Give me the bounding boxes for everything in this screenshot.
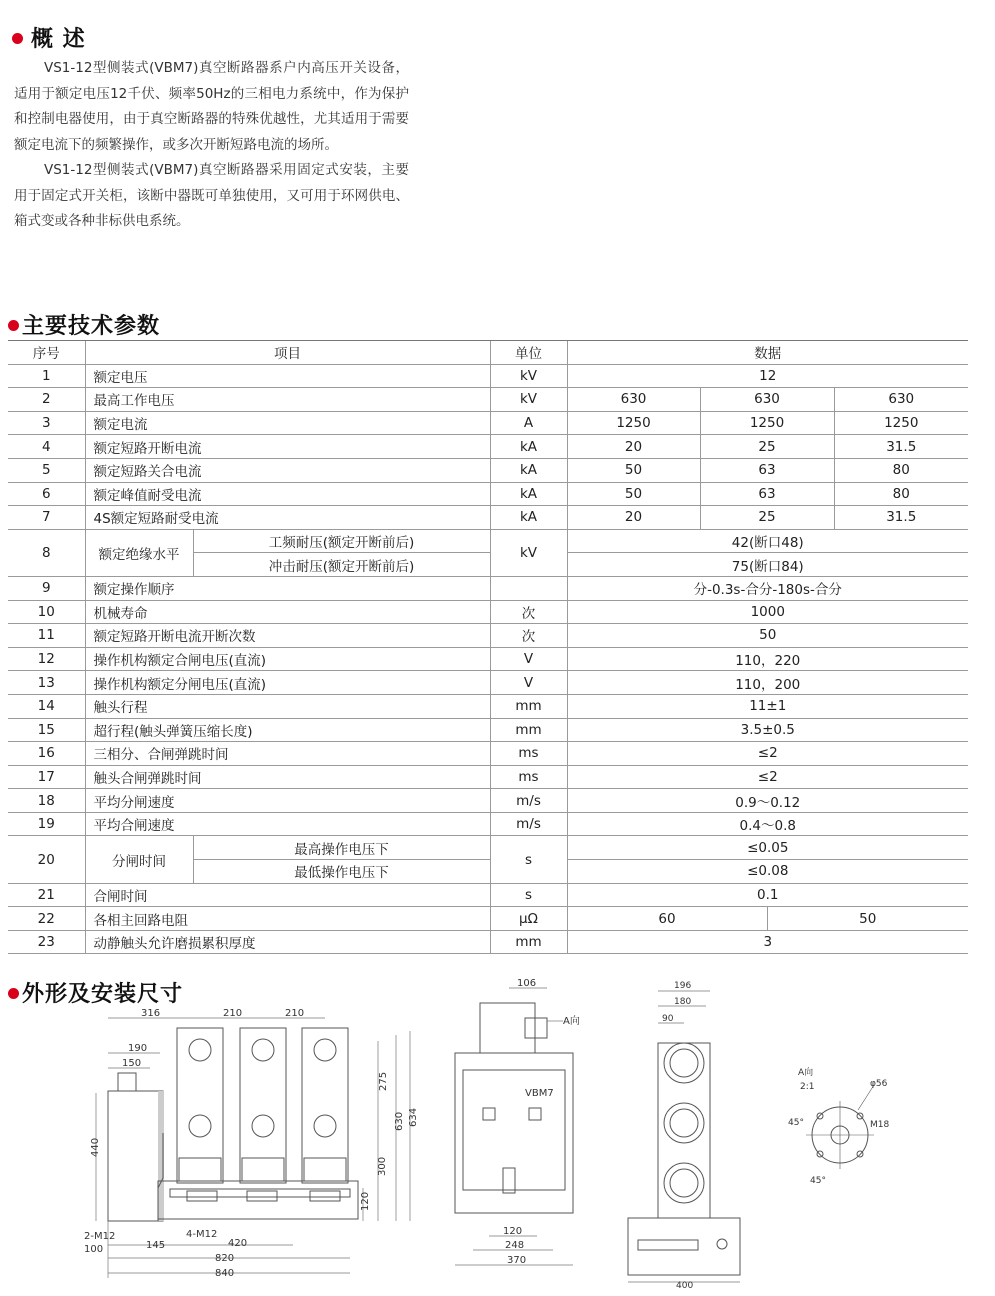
cell-item: 超行程(触头弹簧压缩长度) — [85, 718, 490, 742]
side-view-drawing — [445, 978, 585, 1278]
cell-unit: kV — [490, 364, 567, 388]
cell-value: 63 — [700, 458, 834, 482]
dim-2m12: 2-M12 — [84, 1231, 116, 1242]
cell-value: ≤0.08 — [567, 860, 968, 884]
cell-value: 50 — [767, 907, 968, 931]
dim-420: 420 — [228, 1238, 248, 1249]
dim-634: 634 — [408, 1107, 419, 1127]
cell-unit: ms — [490, 765, 567, 789]
cell-no: 12 — [8, 647, 85, 671]
dim-190: 190 — [128, 1043, 148, 1054]
cell-no: 5 — [8, 458, 85, 482]
cell-unit: m/s — [490, 789, 567, 813]
dim-106: 106 — [517, 978, 537, 989]
dim-440: 440 — [90, 1137, 101, 1157]
cell-item: 额定电压 — [85, 364, 490, 388]
cell-value: 63 — [700, 482, 834, 506]
cell-unit: A — [490, 411, 567, 435]
angle-1: 45° — [788, 1118, 804, 1128]
table-row — [8, 458, 968, 482]
cell-value: 80 — [834, 482, 968, 506]
cell-item: 额定短路关合电流 — [85, 458, 490, 482]
cell-value: 630 — [700, 388, 834, 412]
dim-100: 100 — [84, 1244, 104, 1255]
header-unit: 单位 — [490, 341, 567, 365]
cell-no: 4 — [8, 435, 85, 459]
cell-unit: kV — [490, 388, 567, 412]
cell-item: 4S额定短路耐受电流 — [85, 506, 490, 530]
cell-item: 额定短路开断电流 — [85, 435, 490, 459]
cell-value: 0.4～0.8 — [567, 812, 968, 836]
cell-no: 10 — [8, 600, 85, 624]
table-row — [8, 812, 968, 836]
cell-value: 630 — [567, 388, 700, 412]
cell-sub-item: 最高操作电压下 — [193, 836, 490, 860]
cell-value: 75(断口84) — [567, 553, 968, 577]
cell-no: 17 — [8, 765, 85, 789]
cell-item: 额定短路开断电流开断次数 — [85, 624, 490, 648]
dim-210b: 210 — [285, 1008, 305, 1019]
dim-120: 120 — [360, 1191, 371, 1211]
brand-label: VBM7 — [525, 1088, 554, 1099]
table-row — [8, 624, 968, 648]
table-row — [8, 694, 968, 718]
dim-196: 196 — [674, 981, 692, 991]
cell-value: 110，220 — [567, 647, 968, 671]
bullet-dot-icon — [8, 988, 19, 999]
cell-no: 7 — [8, 506, 85, 530]
table-row — [8, 718, 968, 742]
header-no: 序号 — [8, 341, 85, 365]
dim-630: 630 — [394, 1111, 405, 1131]
cell-item: 额定操作顺序 — [85, 576, 490, 600]
cell-value: 20 — [567, 506, 700, 530]
cell-unit: μΩ — [490, 907, 567, 931]
cell-value: 25 — [700, 506, 834, 530]
cell-item: 合闸时间 — [85, 883, 490, 907]
a-arrow-label: A向 — [563, 1016, 580, 1027]
table-row — [8, 435, 968, 459]
cell-value: 630 — [834, 388, 968, 412]
cell-item: 平均合闸速度 — [85, 812, 490, 836]
header-data: 数据 — [567, 341, 968, 365]
cell-unit: kA — [490, 506, 567, 530]
cell-value: 60 — [567, 907, 767, 931]
header-item: 项目 — [85, 341, 490, 365]
cell-item: 三相分、合闸弹跳时间 — [85, 742, 490, 766]
cell-unit: mm — [490, 930, 567, 954]
cell-item: 操作机构额定分闸电压(直流) — [85, 671, 490, 695]
base-frame — [158, 1181, 358, 1219]
cell-value: ≤2 — [567, 765, 968, 789]
cell-value: 3 — [567, 930, 968, 954]
table-row — [8, 789, 968, 813]
cell-unit — [490, 576, 567, 600]
table-row — [8, 600, 968, 624]
dim-840: 840 — [215, 1268, 235, 1279]
table-row — [8, 765, 968, 789]
top-pole-circles — [664, 1043, 704, 1203]
cell-no: 19 — [8, 812, 85, 836]
table-row — [8, 411, 968, 435]
table-row — [8, 506, 968, 530]
cell-item: 机械寿命 — [85, 600, 490, 624]
cell-unit: ms — [490, 742, 567, 766]
cell-value: 1250 — [567, 411, 700, 435]
cell-no: 11 — [8, 624, 85, 648]
side-body — [455, 1053, 573, 1213]
spec-table — [8, 340, 968, 954]
table-row — [8, 742, 968, 766]
dim-side-120: 120 — [503, 1226, 523, 1237]
table-row — [8, 883, 968, 907]
cell-unit: kA — [490, 435, 567, 459]
cell-item: 触头行程 — [85, 694, 490, 718]
detail-a-drawing — [778, 1065, 903, 1195]
dim-316: 316 — [141, 1008, 161, 1019]
dim-180: 180 — [674, 997, 692, 1007]
cell-unit: mm — [490, 718, 567, 742]
cell-item: 额定峰值耐受电流 — [85, 482, 490, 506]
detail-title: A向 — [798, 1068, 814, 1078]
dim-400: 400 — [676, 1281, 694, 1290]
cell-no: 16 — [8, 742, 85, 766]
dim-370: 370 — [507, 1255, 527, 1266]
cell-unit: 次 — [490, 600, 567, 624]
bullet-dot-icon — [12, 33, 23, 44]
mechanism-box — [108, 1091, 163, 1221]
cell-item: 操作机构额定合闸电压(直流) — [85, 647, 490, 671]
cell-value: 3.5±0.5 — [567, 718, 968, 742]
top-view-drawing — [620, 978, 750, 1290]
cell-no: 15 — [8, 718, 85, 742]
cell-group: 分闸时间 — [85, 836, 193, 883]
cell-value: 20 — [567, 435, 700, 459]
cell-unit: mm — [490, 694, 567, 718]
cell-unit: V — [490, 671, 567, 695]
overview-heading: 概 述 — [12, 22, 86, 53]
angle-2: 45° — [810, 1176, 826, 1186]
cell-unit: 次 — [490, 624, 567, 648]
cell-no: 6 — [8, 482, 85, 506]
cell-value: 42(断口48) — [567, 529, 968, 553]
cell-value: 1250 — [700, 411, 834, 435]
table-row — [8, 364, 968, 388]
cell-no: 14 — [8, 694, 85, 718]
cell-value: 50 — [567, 458, 700, 482]
table-row — [8, 529, 968, 553]
cell-no: 21 — [8, 883, 85, 907]
table-row — [8, 341, 968, 365]
dim-4m12: 4-M12 — [186, 1229, 218, 1240]
table-row — [8, 907, 968, 931]
overview-text — [14, 56, 409, 235]
cell-value: 1000 — [567, 600, 968, 624]
dim-300: 300 — [377, 1156, 388, 1176]
cell-value: 50 — [567, 482, 700, 506]
table-row — [8, 482, 968, 506]
cell-no: 8 — [8, 529, 85, 576]
cell-value: 11±1 — [567, 694, 968, 718]
cell-item: 平均分闸速度 — [85, 789, 490, 813]
cell-no: 13 — [8, 671, 85, 695]
cell-value: 分-0.3s-合分-180s-合分 — [567, 576, 968, 600]
dim-145: 145 — [146, 1240, 166, 1251]
cell-sub-item: 最低操作电压下 — [193, 860, 490, 884]
cell-value: 110，200 — [567, 671, 968, 695]
dim-90: 90 — [662, 1014, 674, 1024]
specs-heading: 主要技术参数 — [8, 309, 160, 340]
dim-210a: 210 — [223, 1008, 243, 1019]
cell-unit: m/s — [490, 812, 567, 836]
pole-3 — [302, 1028, 348, 1183]
drawing-heading: 外形及安装尺寸 — [8, 977, 183, 1008]
cell-item: 各相主回路电阻 — [85, 907, 490, 931]
cell-no: 3 — [8, 411, 85, 435]
cell-item: 触头合闸弹跳时间 — [85, 765, 490, 789]
overview-paragraph-2: VS1-12型侧装式(VBM7)真空断路器采用固定式安装，主要用于固定式开关柜，该断中器既可单独使用，又可用于环网供电、箱式变或各种非标供电系统。 — [14, 162, 409, 229]
cell-value: ≤0.05 — [567, 836, 968, 860]
overview-paragraph-1: VS1-12型侧装式(VBM7)真空断路器系户内高压开关设备，适用于额定电压12千伏、频率50Hz的三相电力系统中，作为保护和控制电器使用，由于真空断路器的特殊优越性，尤其适用于需要额定电流下的频繁操作，或多次开断短路电流的场所。 — [14, 60, 409, 153]
cell-unit: V — [490, 647, 567, 671]
pole-2 — [240, 1028, 286, 1183]
table-row — [8, 388, 968, 412]
table-row — [8, 647, 968, 671]
cell-unit: kV — [490, 529, 567, 576]
dim-275: 275 — [378, 1071, 389, 1091]
cell-group: 额定绝缘水平 — [85, 529, 193, 576]
table-row — [8, 576, 968, 600]
cell-no: 22 — [8, 907, 85, 931]
front-view-drawing — [78, 1003, 423, 1285]
cell-value: 0.1 — [567, 883, 968, 907]
top-base — [628, 1218, 740, 1275]
cell-value: 31.5 — [834, 506, 968, 530]
bullet-dot-icon — [8, 320, 19, 331]
cell-value: ≤2 — [567, 742, 968, 766]
cell-value: 50 — [567, 624, 968, 648]
mechanism-knob — [118, 1073, 136, 1091]
table-row — [8, 930, 968, 954]
cell-no: 18 — [8, 789, 85, 813]
dim-m18: M18 — [870, 1120, 890, 1130]
detail-scale: 2:1 — [800, 1082, 815, 1092]
cell-value: 12 — [567, 364, 968, 388]
dim-820: 820 — [215, 1253, 235, 1264]
table-row — [8, 671, 968, 695]
cell-value: 31.5 — [834, 435, 968, 459]
cell-value: 80 — [834, 458, 968, 482]
cell-sub-item: 冲击耐压(额定开断前后) — [193, 553, 490, 577]
cell-no: 20 — [8, 836, 85, 883]
cell-no: 2 — [8, 388, 85, 412]
cell-no: 1 — [8, 364, 85, 388]
table-row — [8, 836, 968, 860]
cell-no: 23 — [8, 930, 85, 954]
dim-phi56: φ56 — [870, 1079, 888, 1089]
cell-value: 0.9～0.12 — [567, 789, 968, 813]
cell-sub-item: 工频耐压(额定开断前后) — [193, 529, 490, 553]
dim-248: 248 — [505, 1240, 525, 1251]
cell-item: 最高工作电压 — [85, 388, 490, 412]
cell-value: 25 — [700, 435, 834, 459]
cell-no: 9 — [8, 576, 85, 600]
dim-150: 150 — [122, 1058, 142, 1069]
cell-unit: s — [490, 883, 567, 907]
cell-item: 额定电流 — [85, 411, 490, 435]
pole-1 — [177, 1028, 223, 1183]
cell-item: 动静触头允许磨损累积厚度 — [85, 930, 490, 954]
cell-value: 1250 — [834, 411, 968, 435]
cell-unit: kA — [490, 482, 567, 506]
cell-unit: kA — [490, 458, 567, 482]
cell-unit: s — [490, 836, 567, 883]
